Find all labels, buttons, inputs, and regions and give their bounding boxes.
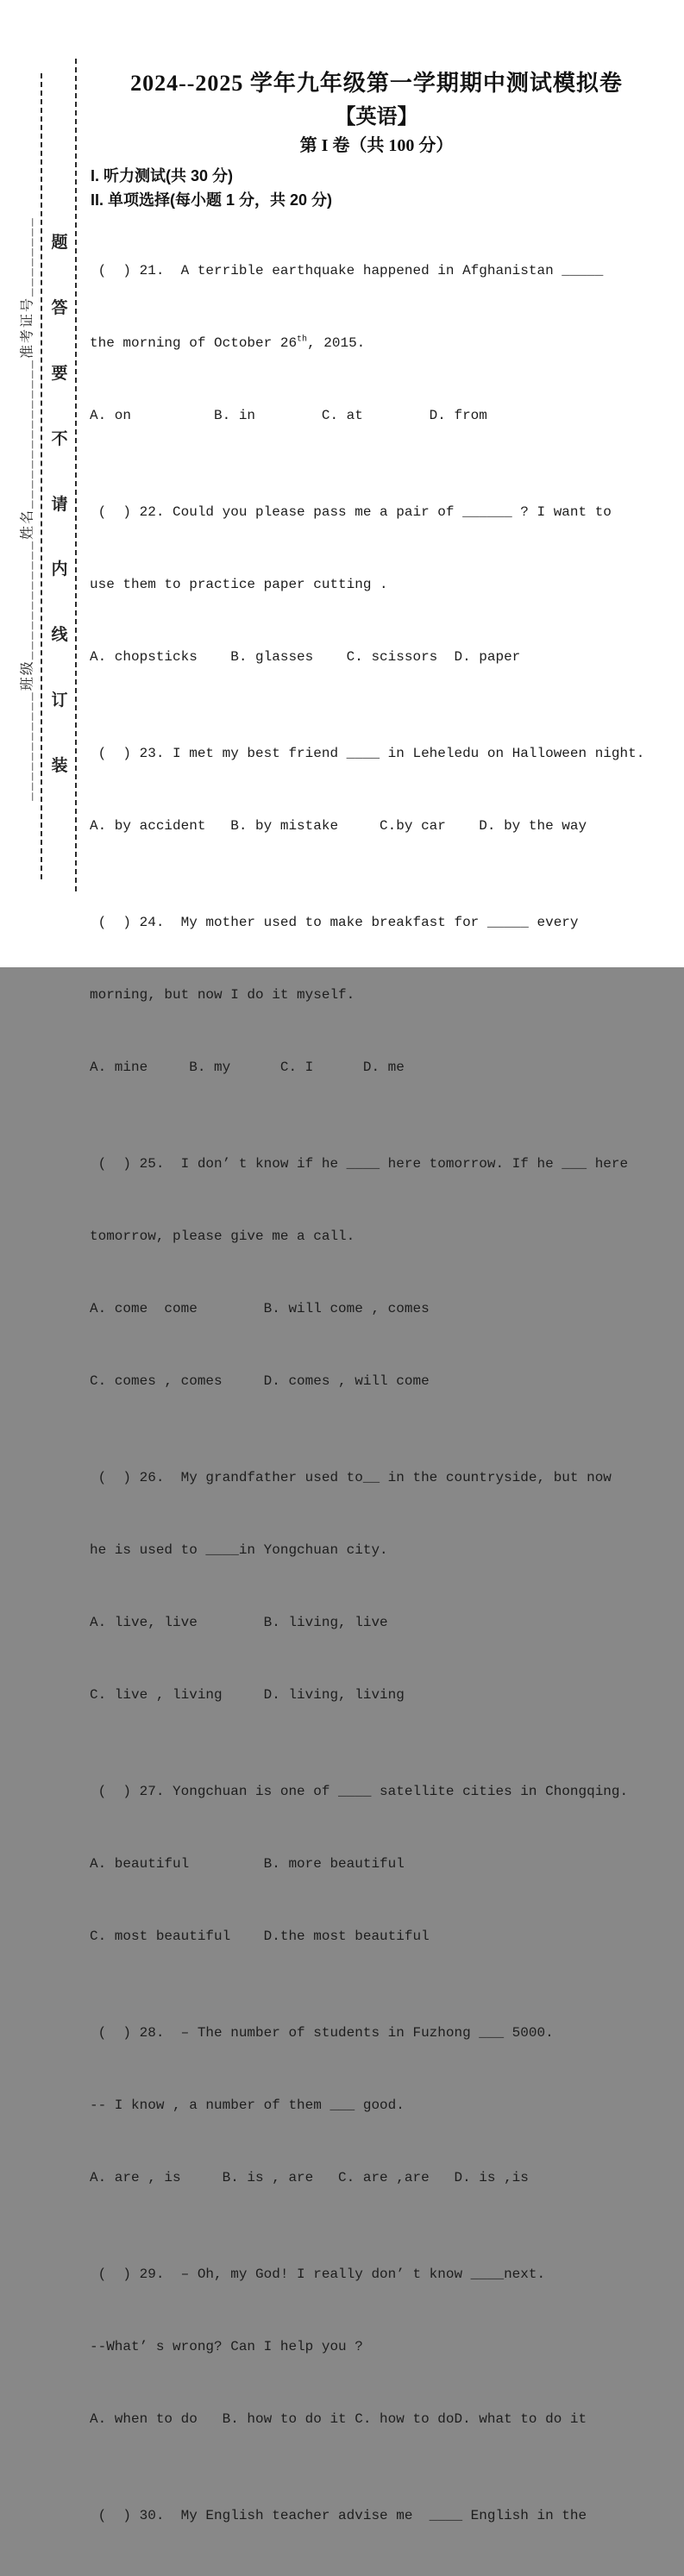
q26-options-ab: A. live, live B. living, live xyxy=(90,1615,388,1630)
q29-stem-line1: ( ) 29. – Oh, my God! I really don’ t know ____next. xyxy=(90,2267,546,2282)
q28-stem-line2: -- I know , a number of them ___ good. xyxy=(90,2098,405,2113)
q21-date-pre: the morning of October 26 xyxy=(90,335,298,351)
seal-warning-char: 内 xyxy=(51,560,68,579)
q24-stem-line1: ( ) 24. My mother used to make breakfast for _____ every xyxy=(90,915,579,930)
q25-stem-line1: ( ) 25. I don’ t know if he ____ here tomorrow. If he ___ here xyxy=(90,1156,629,1172)
seal-warning-char: 请 xyxy=(51,495,68,514)
q23-options: A. by accident B. by mistake C.by car D. by the way xyxy=(90,818,587,834)
seal-warning-char: 不 xyxy=(51,429,68,448)
seal-student-info-fields: ___________班级____________姓名_______________准考证号________ xyxy=(20,216,36,801)
section-multiple-choice-heading: II. 单项选择(每小题 1 分，共 20 分) xyxy=(91,191,333,209)
q21-date-post: , 2015. xyxy=(307,335,366,351)
q28-stem-line1: ( ) 28. – The number of students in Fuzhong ___ 5000. xyxy=(90,2025,554,2041)
seal-warning-text xyxy=(48,234,71,774)
seal-warning-char: 订 xyxy=(51,691,68,710)
seal-warning-char: 线 xyxy=(51,626,68,645)
seal-warning-char: 要 xyxy=(51,364,68,383)
q21-date-ordinal: th xyxy=(297,335,308,345)
q27-options-ab: A. beautiful B. more beautiful xyxy=(90,1856,405,1872)
q25-options-cd: C. comes , comes D. comes , will come xyxy=(90,1373,430,1389)
q23-stem-line1: ( ) 23. I met my best friend ____ in Leheledu on Halloween night. xyxy=(90,746,645,761)
question-body xyxy=(90,210,681,2576)
q25-stem-line2: tomorrow, please give me a call. xyxy=(90,1229,355,1244)
seal-warning-char: 装 xyxy=(51,757,68,775)
q26-stem-line2: he is used to ____in Yongchuan city. xyxy=(90,1542,388,1558)
q28-options: A. are , is B. is , are C. are ,are D. is ,is xyxy=(90,2170,529,2185)
q21-stem-line1: ( ) 21. A terrible earthquake happened in Afghanistan _____ xyxy=(90,263,604,278)
q29-options: A. when to do B. how to do it C. how to doD. what to do it xyxy=(90,2411,587,2427)
q26-stem-line1: ( ) 26. My grandfather used to__ in the countryside, but now xyxy=(90,1470,612,1485)
seal-dashed-line-outer xyxy=(41,73,42,879)
q29-stem-line2: --What’ s wrong? Can I help you ? xyxy=(90,2339,363,2354)
q24-options: A. mine B. my C. I D. me xyxy=(90,1060,405,1075)
q24-stem-line2: morning, but now I do it myself. xyxy=(90,987,355,1003)
paper-subject: 【英语】 xyxy=(335,106,418,128)
paper-title: 2024--2025 学年九年级第一学期期中测试模拟卷 xyxy=(130,71,623,96)
seal-dashed-line-inner xyxy=(75,59,77,891)
q21-stem-line2 xyxy=(90,331,681,355)
q27-stem-line1: ( ) 27. Yongchuan is one of ____ satellite cities in Chongqing. xyxy=(90,1784,629,1799)
section-listening-heading: I. 听力测试(共 30 分) xyxy=(91,167,234,184)
q22-stem-line2: use them to practice paper cutting . xyxy=(90,577,388,592)
seal-warning-char: 答 xyxy=(51,298,68,317)
paper-part-heading: 第 I 卷（共 100 分） xyxy=(299,136,454,155)
seal-warning-char: 题 xyxy=(51,234,68,252)
q26-options-cd: C. live , living D. living, living xyxy=(90,1687,405,1703)
q30-stem-line1: ( ) 30. My English teacher advise me ____ English in the xyxy=(90,2508,587,2523)
q21-options: A. on B. in C. at D. from xyxy=(90,408,487,423)
q25-options-ab: A. come come B. will come , comes xyxy=(90,1301,430,1316)
q27-options-cd: C. most beautiful D.the most beautiful xyxy=(90,1929,430,1944)
q22-stem-line1: ( ) 22. Could you please pass me a pair of ______ ? I want to xyxy=(90,504,612,520)
q22-options: A. chopsticks B. glasses C. scissors D. paper xyxy=(90,649,521,665)
